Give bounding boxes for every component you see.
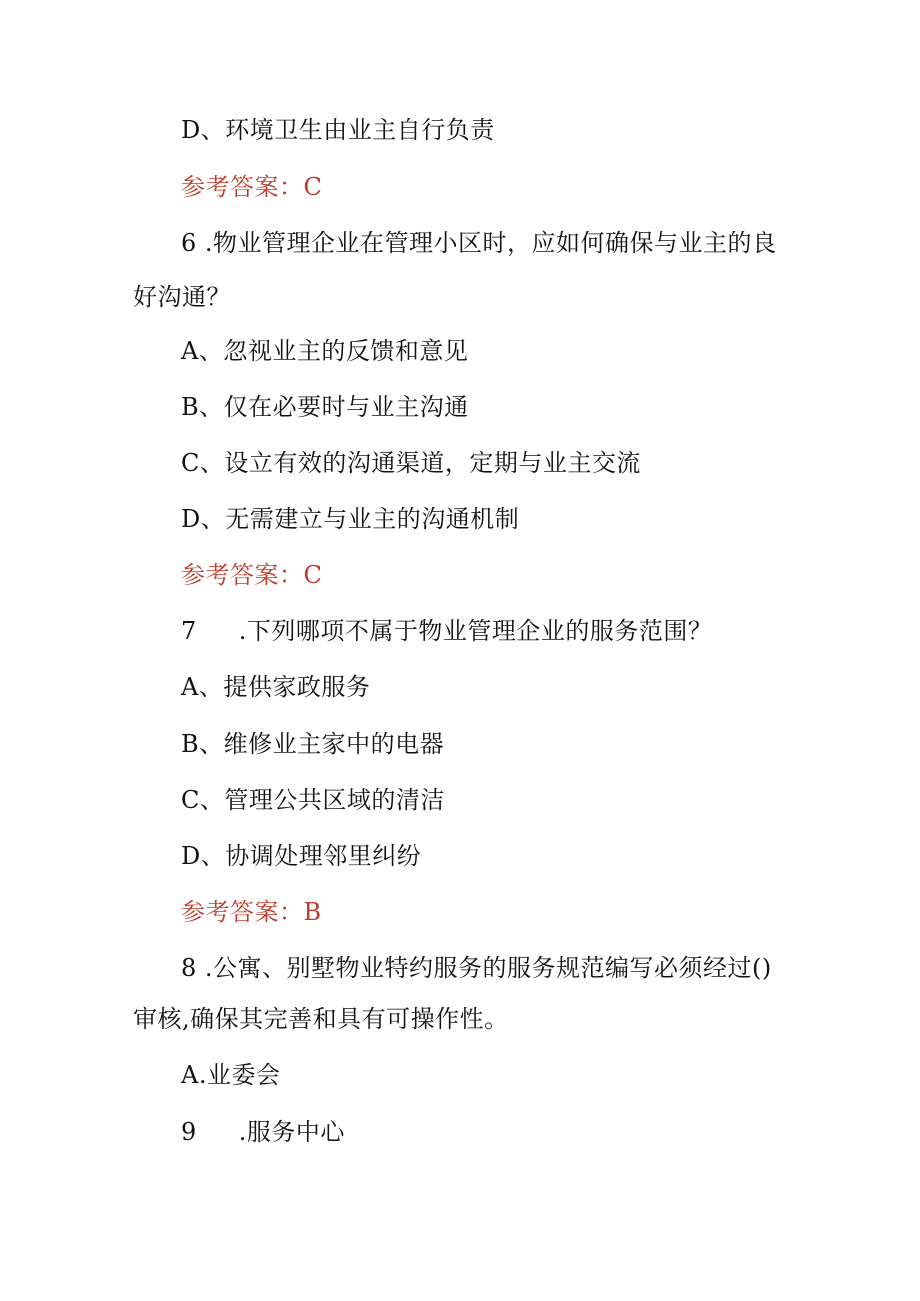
option-6a: A、忽视业主的反馈和意见: [181, 337, 469, 365]
answer-6: 参考答案：C: [181, 561, 323, 589]
question-6-line-2: 好沟通？: [133, 283, 231, 311]
option-6b: B、仅在必要时与业主沟通: [181, 393, 469, 421]
option-7a: A、提供家政服务: [181, 673, 371, 701]
option-7b: B、维修业主家中的电器: [181, 730, 445, 758]
option-8a: A.业委会: [181, 1061, 281, 1089]
question-7-number: 7: [181, 617, 197, 645]
question-9-number: 9: [181, 1118, 197, 1146]
question-8-line-2: 审核,确保其完善和具有可操作性。: [133, 1005, 509, 1033]
question-6-line-1: 6 .物业管理企业在管理小区时，应如何确保与业主的良: [181, 229, 777, 257]
option-7c: C、管理公共区域的清洁: [181, 786, 445, 814]
answer-5: 参考答案：C: [181, 173, 323, 201]
question-9: [181, 1117, 345, 1147]
question-8-line-1: 8 .公寓、别墅物业特约服务的服务规范编写必须经过(): [181, 954, 772, 982]
question-9-text: .服务中心: [238, 1118, 345, 1146]
question-7: [181, 616, 712, 646]
answer-7: 参考答案：B: [181, 898, 322, 926]
option-5d: D、环境卫生由业主自行负责: [181, 116, 495, 144]
option-6d: D、无需建立与业主的沟通机制: [181, 505, 520, 533]
question-7-text: .下列哪项不属于物业管理企业的服务范围？: [238, 617, 713, 645]
option-6c: C、设立有效的沟通渠道，定期与业主交流: [181, 449, 641, 477]
option-7d: D、协调处理邻里纠纷: [181, 842, 422, 870]
